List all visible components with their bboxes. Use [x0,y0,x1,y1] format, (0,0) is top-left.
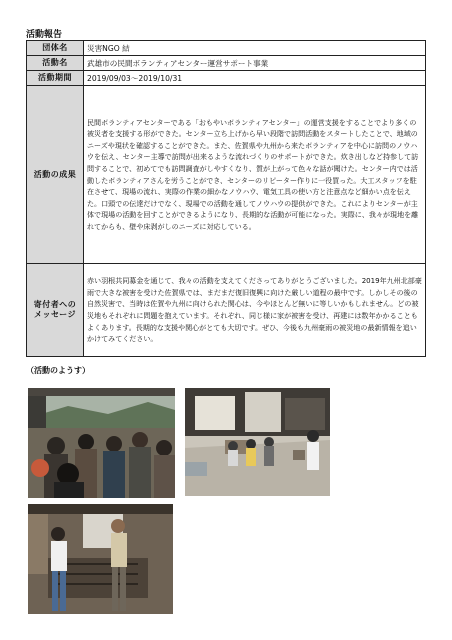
donor-message-text: 赤い羽根共同募金を通じて、我々の活動を支えてくださってありがとうございました。2019年九州北部豪雨で大きな被害を受けた佐賀県では、まだまだ復旧復興に向けた厳しい道程の最中です。しかしその後の自然災害で、当時は佐賀や九州に向けられた関心は、今やほとんど無いに等しいかもしれません。どの被災地もそれぞれに問題を抱えています。それぞれ、同じ様に家が被害を受け、再建には数年かかることもよくあります。長期的な支援や関心がとても大切です。ぜひ、今後も九州豪雨の被災地の最新情報を追いかけてみてください。 [84,264,426,357]
activity-period-value: 2019/09/03〜2019/10/31 [84,71,426,86]
row-donor-message [27,264,426,357]
row-activity-period [27,71,426,86]
canopy-photo-image [185,388,330,496]
donor-message-label-line2: メッセージ [33,310,77,319]
activity-period-label: 活動期間 [27,71,84,86]
document-title: 活動報告 [26,30,63,40]
group-name-label: 団体名 [27,41,84,56]
row-group-name [27,41,426,56]
repair-photo-image [28,504,173,614]
donor-message-label [27,264,84,357]
activity-photo-canopy [185,388,330,496]
gathering-photo-image [28,388,175,498]
activity-results-text: 民間ボランティアセンターである「おもやいボランティアセンター」の運営支援をすることでより多くの被災者を支援する形ができた。センター立ち上げから早い段階で訪問活動をスタートしたことで、地域のニーズや現状を確認することができた。また、佐賀県や九州から来たボランティアを中心に訪問のノウハウを伝え、センター主導で訪問が出来るような流れづくりのサポートができた。炊き出しなど持参して訪問することで、初めてでも訪問調査がしやすくなり、質が上がって色々な話が聞けた。センター内では活動したボランティアさんを労うことができ、センターのリピーター作りに一役買った。大工スタッフを駐在させて、現場の流れ、実際の作業の細かなノウハウ、電気工具の使い方と注意点など細かい点を伝えた。口頭での伝達だけでなく、現場での活動を通してノウハウの提供ができた。これによりセンターが主体で現場の活動を回すことができるようになり、長期的な活動が可能になった。実際に、我々が現地を離れてからも、壁や床剥がしのニーズに対応している。 [84,86,426,264]
group-name-value: 災害NGO 結 [84,41,426,56]
report-table [26,40,426,357]
activity-photo-repair [28,504,173,614]
row-activity-results [27,86,426,264]
activity-results-label: 活動の成果 [27,86,84,264]
row-activity-name [27,56,426,71]
activity-name-value: 武雄市の民間ボランティアセンター運営サポート事業 [84,56,426,71]
activity-photo-gathering [28,388,175,498]
activity-name-label: 活動名 [27,56,84,71]
donor-message-label-line1: 寄付者への [33,300,77,309]
photos-heading: （活動のようす） [26,366,90,375]
